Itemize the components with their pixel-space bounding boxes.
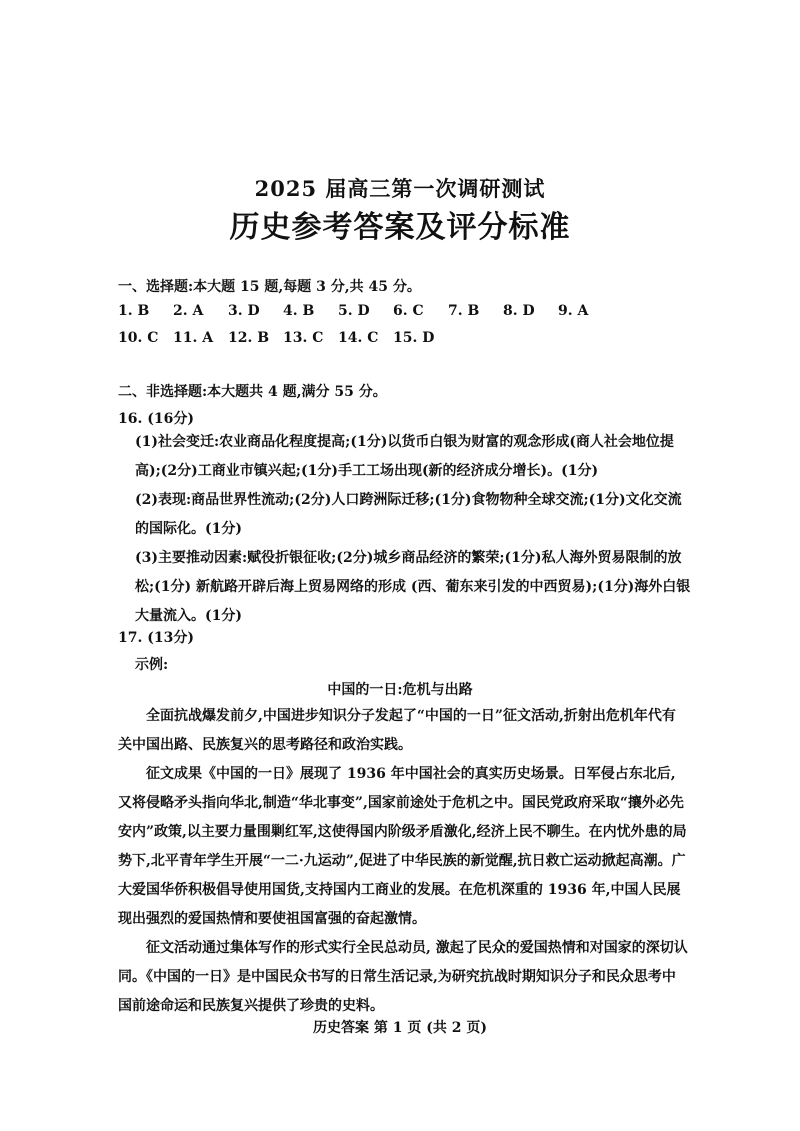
answers-row-2 bbox=[118, 330, 448, 346]
q16-part2: (2)表现:商品世界性流动;(2分)人口跨洲际迁移;(1分)食物物种全球交流;(1分)文化交流的国际化。(1分) bbox=[135, 492, 682, 537]
answer-7: 7. B bbox=[448, 303, 480, 319]
answer-15: 15. D bbox=[393, 330, 435, 346]
essay-title: 中国的一日:危机与出路 bbox=[327, 682, 473, 698]
answer-13: 13. C bbox=[283, 330, 324, 346]
answer-3: 3. D bbox=[228, 303, 260, 319]
answer-8: 8. D bbox=[503, 303, 535, 319]
q16-part3: (3)主要推动因素:赋役折银征收;(2分)城乡商品经济的繁荣;(1分)私人海外贸易限制的放松;(1分) 新航路开辟后海上贸易网络的形成 (西、葡东来引发的中西贸易);(1分)海外白银大量流入。(1分) bbox=[135, 550, 691, 624]
exam-title: 2025 届高三第一次调研测试 bbox=[254, 176, 546, 201]
document-title: 历史参考答案及评分标准 bbox=[229, 210, 571, 245]
answer-12: 12. B bbox=[228, 330, 270, 346]
page-footer: 历史答案 第 1 页 (共 2 页) bbox=[313, 1020, 487, 1036]
answer-1: 1. B bbox=[118, 303, 150, 319]
essay-paragraph-3: 征文活动通过集体写作的形式实行全民总动员, 激起了民众的爱国热情和对国家的深切认同。《中国的一日》是中国民众书写的日常生活记录,为研究抗战时期知识分子和民众思考中国前途命运和民族复兴提供了珍贵的史料。 bbox=[118, 940, 688, 1014]
answers-row-1 bbox=[118, 303, 613, 319]
q16-part1: (1)社会变迁:农业商品化程度提高;(1分)以货币白银为财富的观念形成(商人社会地位提高);(2分)工商业市镇兴起;(1分)手工工场出现(新的经济成分增长)。(1分) bbox=[135, 434, 674, 479]
section1-heading: 一、选择题:本大题 15 题,每题 3 分,共 45 分。 bbox=[118, 279, 421, 295]
answer-4: 4. B bbox=[283, 303, 315, 319]
answer-6: 6. C bbox=[393, 303, 424, 319]
answer-2: 2. A bbox=[173, 303, 204, 319]
answer-11: 11. A bbox=[173, 330, 214, 346]
answer-9: 9. A bbox=[558, 303, 589, 319]
answer-10: 10. C bbox=[118, 330, 159, 346]
essay-paragraph-2: 征文成果《中国的一日》展现了 1936 年中国社会的真实历史场景。日军侵占东北后,又将侵略矛头指向华北,制造“华北事变”,国家前途处于危机之中。国民党政府采取“攘外必先安内”政策,以主要力量围剿红军,这使得国内阶级矛盾激化,经济上民不聊生。在内忧外患的局势下,北平青年学生开展“一二·九运动”,促进了中华民族的新觉醒,抗日救亡运动掀起高潮。广大爱国华侨积极倡导使用国货,支持国内工商业的发展。在危机深重的 1936 年,中国人民展现出强烈的爱国热情和要使祖国富强的奋起激情。 bbox=[118, 766, 687, 927]
answer-5: 5. D bbox=[338, 303, 370, 319]
section2-heading: 二、非选择题:本大题共 4 题,满分 55 分。 bbox=[118, 384, 387, 400]
q17-example-label: 示例: bbox=[135, 657, 169, 673]
q16-label: 16. (16分) bbox=[118, 411, 194, 427]
answer-14: 14. C bbox=[338, 330, 379, 346]
essay-paragraph-1: 全面抗战爆发前夕,中国进步知识分子发起了“中国的一日”征文活动,折射出危机年代有关中国出路、民族复兴的思考路径和政治实践。 bbox=[118, 708, 676, 753]
q17-label: 17. (13分) bbox=[118, 630, 194, 646]
